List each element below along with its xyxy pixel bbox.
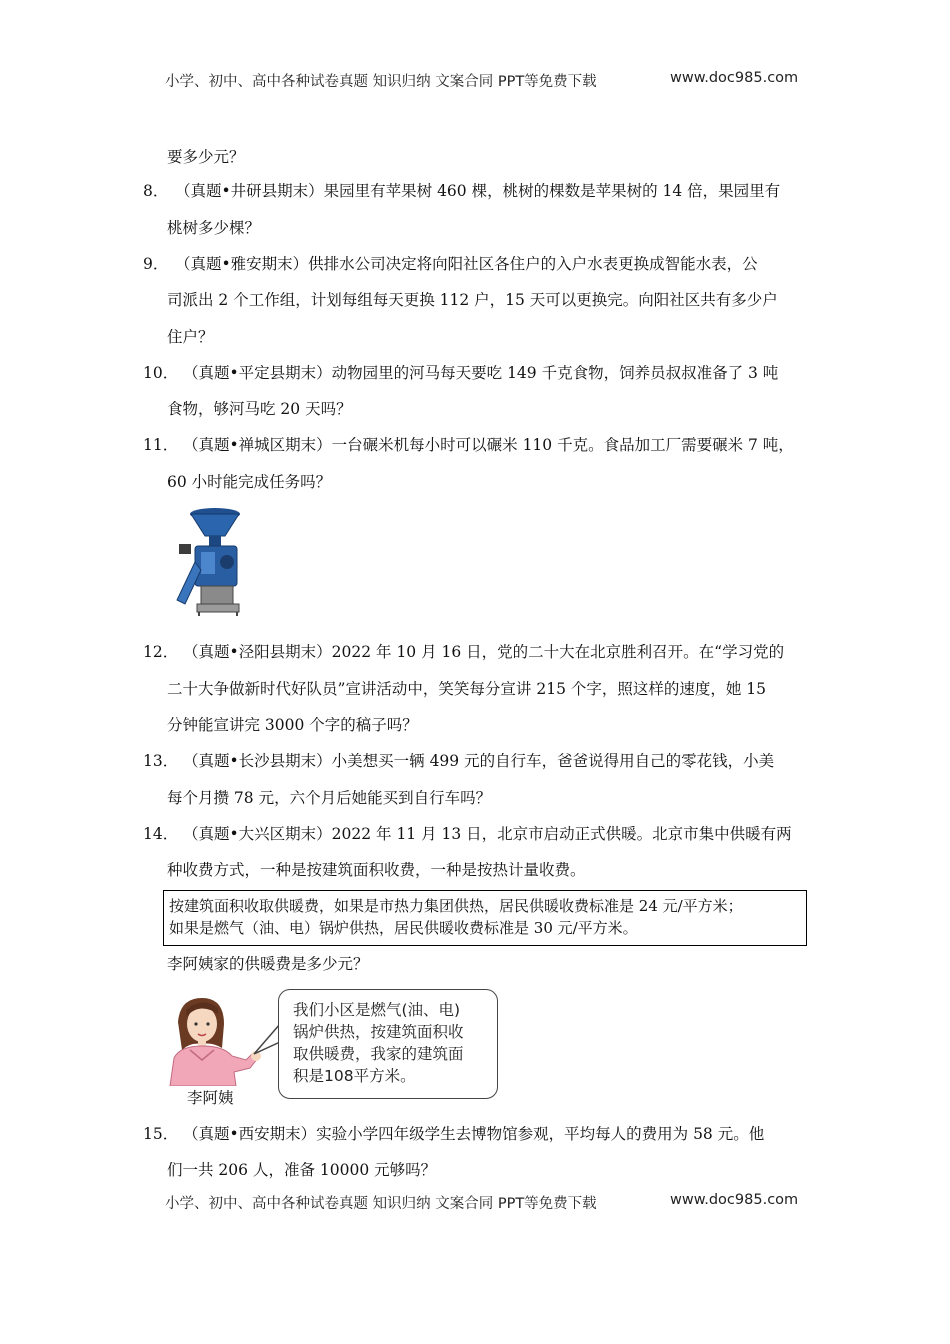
speech-bubble <box>278 989 498 1099</box>
header-text: 小学、初中、高中各种试卷真题 知识归纳 文案合同 PPT等免费下载 <box>165 74 597 90</box>
question-number: 13． <box>143 752 179 770</box>
question-number: 8． <box>143 182 169 200</box>
question-line: 们一共 206 人，准备 10000 元够吗？ <box>167 1161 437 1179</box>
question-line: 60 小时能完成任务吗？ <box>167 473 332 491</box>
question-number: 15． <box>143 1125 179 1143</box>
info-box-line: 如果是燃气（油、电）锅炉供热，居民供暖收费标准是 30 元/平方米。 <box>169 919 638 937</box>
question-line: （真题•井研县期末）果园里有苹果树 460 棵，桃树的棵数是苹果树的 14 倍，果园里有 <box>175 182 781 200</box>
question-line: 种收费方式，一种是按建筑面积收费，一种是按热计量收费。 <box>167 861 586 879</box>
character-caption: 李阿姨 <box>187 1089 234 1107</box>
question-number: 12． <box>143 643 179 661</box>
question-line: （真题•雅安期末）供排水公司决定将向阳社区各住户的入户水表更换成智能水表，公 <box>175 255 758 273</box>
question-line: （真题•禅城区期末）一台碾米机每小时可以碾米 110 千克。食品加工厂需要碾米 7 吨， <box>183 436 794 454</box>
question-line: （真题•泾阳县期末）2022 年 10 月 16 日，党的二十大在北京胜利召开。在“学习党的 <box>183 643 785 661</box>
rice-mill-icon <box>165 504 247 618</box>
footer-text: 小学、初中、高中各种试卷真题 知识归纳 文案合同 PPT等免费下载 <box>165 1196 597 1212</box>
info-box-line: 按建筑面积收取供暖费，如果是市热力集团供热，居民供暖收费标准是 24 元/平方米； <box>169 897 743 915</box>
page-header <box>165 70 805 91</box>
question-line: 李阿姨家的供暖费是多少元？ <box>167 955 369 973</box>
question-line: （真题•长沙县期末）小美想买一辆 499 元的自行车，爸爸说得用自己的零花钱，小美 <box>183 752 775 770</box>
question-line: 食物，够河马吃 20 天吗？ <box>167 400 352 418</box>
question-number: 10． <box>143 364 179 382</box>
question-line: （真题•平定县期末）动物园里的河马每天要吃 149 千克食物，饲养员叔叔准备了 3 吨 <box>183 364 779 382</box>
question-line: 每个月攒 78 元，六个月后她能买到自行车吗？ <box>167 789 492 807</box>
question-number: 9． <box>143 255 169 273</box>
question-line: （真题•大兴区期末）2022 年 11 月 13 日，北京市启动正式供暖。北京市集中供暖有两 <box>183 825 792 843</box>
header-site: www.doc985.com <box>670 70 799 86</box>
question-line: 分钟能宣讲完 3000 个字的稿子吗？ <box>167 716 418 734</box>
question-line: 住户？ <box>167 328 214 346</box>
question-7-tail: 要多少元？ <box>167 148 245 166</box>
question-number: 11． <box>143 436 179 454</box>
question-line: 司派出 2 个工作组，计划每组每天更换 112 户，15 天可以更换完。向阳社区共有多少户 <box>167 291 778 309</box>
heating-fee-info-box <box>163 890 807 946</box>
question-line: 桃树多少棵？ <box>167 219 261 237</box>
speech-bubble-text: 我们小区是燃气(油、电) 锅炉供热，按建筑面积收 取供暖费，我家的建筑面 积是108平方米。 <box>293 1001 464 1085</box>
question-number: 14． <box>143 825 179 843</box>
page-footer <box>165 1192 805 1213</box>
question-line: 二十大争做新时代好队员”宣讲活动中，笑笑每分宣讲 215 个字，照这样的速度，她 15 <box>167 680 767 698</box>
question-line: （真题•西安期末）实验小学四年级学生去博物馆参观，平均每人的费用为 58 元。他 <box>183 1125 765 1143</box>
footer-site: www.doc985.com <box>670 1192 799 1208</box>
